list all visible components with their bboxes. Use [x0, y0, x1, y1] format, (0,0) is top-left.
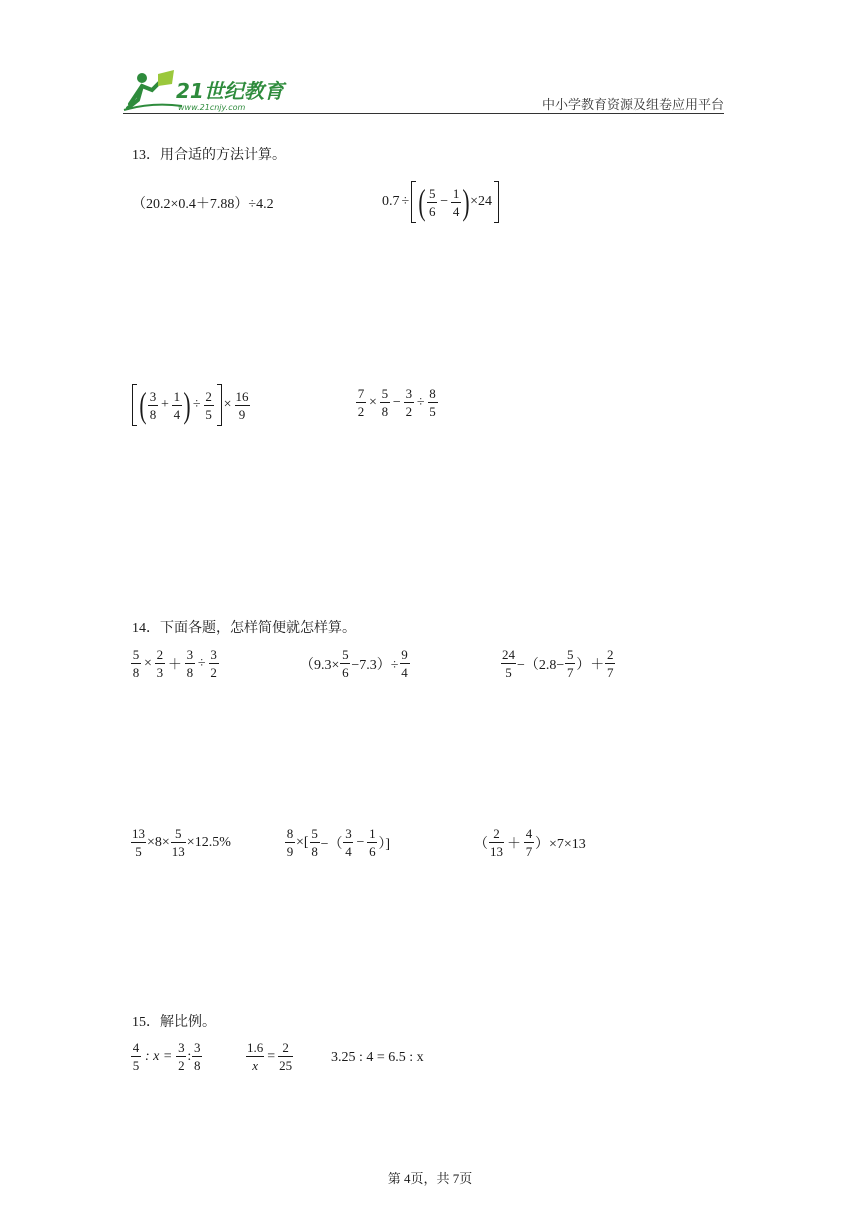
q13-expr-3: ( $\frac{3}{8}$ + $\frac{1}{4}$ ) ÷ $\frac{2}{5}$ × $\frac{16}{9}$: [132, 384, 251, 426]
q14-expr-1: $\frac{5}{8}$ × $\frac{2}{3}$ ＋ $\frac{3}{8}$ ÷ $\frac{3}{2}$: [132, 647, 217, 680]
q15-expr-2: $\frac{1.6}{x}$ = $\frac{2}{25}$: [247, 1040, 293, 1073]
q15-expr-3: 3.25 : 4 = 6.5 : x: [331, 1050, 424, 1065]
page-number: 第 4页，共 7页: [387, 1171, 473, 1186]
platform-name: 中小学教育资源及组卷应用平台: [541, 97, 724, 112]
q15-expr-1: $\frac{4}{5}$ : x = $\frac{3}{2}$ : $\frac{3}{8}$: [132, 1040, 201, 1073]
svg-text:21世纪教育: 21世纪教育: [176, 79, 284, 103]
q14-expr-3: $\frac{24}{5}$ −（2.8− $\frac{5}{7}$ ）＋ $\frac{2}{7}$: [502, 647, 614, 680]
q13-expr-2: 0.7 ÷ ( $\frac{5}{6}$ − $\frac{1}{4}$ ) ×24: [382, 181, 499, 223]
q14-title: 14．下面各题，怎样简便就怎样算。: [132, 621, 356, 636]
q14-expr-4: $\frac{13}{5}$ ×8× $\frac{5}{13}$ ×12.5%: [132, 826, 231, 859]
q13-title: 13．用合适的方法计算。: [132, 148, 286, 163]
header-divider: [123, 113, 724, 114]
q15-title: 15．解比例。: [132, 1015, 216, 1030]
q13-expr-4: $\frac{7}{2}$ × $\frac{5}{8}$ − $\frac{3}{2}$ ÷ $\frac{8}{5}$: [357, 386, 436, 419]
q14-expr-5: $\frac{8}{9}$ ×[ $\frac{5}{8}$ −（ $\frac{3}{4}$ − $\frac{1}{6}$ ）]: [286, 826, 391, 859]
svg-text:www.21cnjy.com: www.21cnjy.com: [178, 103, 246, 112]
q13-expr-1: （20.2×0.4＋7.88）÷4.2: [132, 197, 274, 212]
q14-expr-2: （9.3× $\frac{5}{6}$ −7.3）÷ $\frac{9}{4}$: [300, 647, 408, 680]
q14-expr-6: （ $\frac{2}{13}$ ＋ $\frac{4}{7}$ ）×7×13: [474, 826, 586, 859]
site-logo: [122, 66, 292, 112]
